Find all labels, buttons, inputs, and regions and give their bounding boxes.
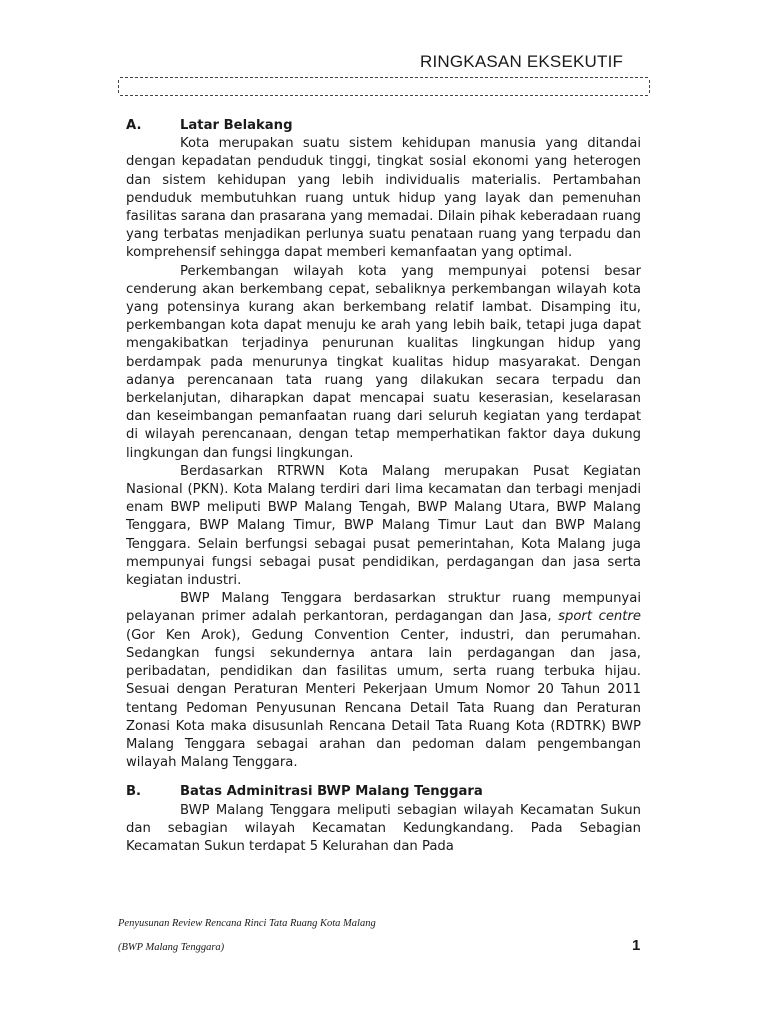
document-body [126,117,641,856]
section-a-paragraph-2: Perkembangan wilayah kota yang mempunyai potensi besar cenderung akan berkembang cepat, sebaliknya perkembangan wilayah kota yang potensinya kurang akan berkembang relatif lambat. Disamping itu, perkembangan kota dapat menuju ke arah yang lebih baik, tetapi juga dapat mengakibatkan terjadinya penurunan kualitas lingkungan hidup yang berdampak pada menurunya tingkat kualitas hidup masyarakat. Dengan adanya perencanaan tata ruang yang dilakukan secara terpadu dan berkelanjutan, diharapkan dapat mencapai suatu keserasian, keselarasan dan keseimbangan pemanfaatan ruang dari seluruh kegiatan yang terdapat di wilayah perencanaan, dengan tetap memperhatikan faktor daya dukung lingkungan dan fungsi lingkungan. [126,263,641,461]
document-header-title: RINGKASAN EKSEKUTIF [420,52,624,71]
section-a-paragraph-1: Kota merupakan suatu sistem kehidupan manusia yang ditandai dengan kepadatan penduduk tinggi, tingkat sosial ekonomi yang heterogen dan sistem kehidupan yang lebih individualis materialis. Pertambahan penduduk membutuhkan ruang untuk hidup yang layak dan pemenuhan fasilitas sarana dan prasarana yang memadai. Dilain pihak keberadaan ruang yang terbatas menjadikan perlunya suatu penataan ruang yang terpadu dan komprehensif sehingga dapat memberi kemanfaatan yang optimal. [126,136,641,261]
section-a-number: A. [126,118,142,133]
section-a-paragraph-4 [126,590,641,772]
footer-document-subtitle: (BWP Malang Tenggara) [118,942,225,953]
section-a-title: Latar Belakang [180,118,293,133]
divider-left-cap [118,80,121,93]
section-b-heading [126,783,641,801]
section-b-paragraph-1: BWP Malang Tenggara meliputi sebagian wilayah Kecamatan Sukun dan sebagian wilayah Kecamatan Kedungkandang. Pada Sebagian Kecamatan Sukun terdapat 5 Kelurahan dan Pada [126,802,641,854]
paragraph-4-italic-term: sport centre [558,609,641,625]
section-b-title: Batas Adminitrasi BWP Malang Tenggara [180,784,483,800]
section-a-paragraph-3: Berdasarkan RTRWN Kota Malang merupakan Pusat Kegiatan Nasional (PKN). Kota Malang terdiri dari lima kecamatan dan terbagi menjadi enam BWP meliputi BWP Malang Tengah, BWP Malang Utara, BWP Malang Tenggara, BWP Malang Timur, BWP Malang Timur Laut dan BWP Malang Tenggara. Selain berfungsi sebagai pusat pemerintahan, Kota Malang juga mempunyai fungsi sebagai pusat pendidikan, perdagangan dan jasa serta kegiatan industri. [126,463,641,589]
section-b-number: B. [126,784,142,800]
section-a-heading [126,117,641,135]
header-dashed-divider [120,77,648,96]
paragraph-4-text-start: BWP Malang Tenggara berdasarkan struktur ruang mempunyai pelayanan primer adalah perkantoran, perdagangan dan Jasa, [126,591,641,625]
paragraph-4-text-end: (Gor Ken Arok), Gedung Convention Center, industri, dan perumahan. Sedangkan fungsi sekundernya antara lain perdagangan dan jasa, peribadatan, pendidikan dan fasilitas umum, serta ruang terbuka hijau. Sesuai dengan Peraturan Menteri Pekerjaan Umum Nomor 20 Tahun 2011 tentang Pedoman Penyusunan Rencana Detail Tata Ruang dan Peraturan Zonasi Kota maka disusunlah Rencana Detail Tata Ruang Kota (RDTRK) BWP Malang Tenggara sebagai arahan dan pedoman dalam pengembangan wilayah Malang Tenggara. [126,627,641,771]
divider-right-cap [647,80,650,93]
footer-document-title: Penyusunan Review Rencana Rinci Tata Ruang Kota Malang [118,918,376,929]
page-number: 1 [632,937,641,954]
